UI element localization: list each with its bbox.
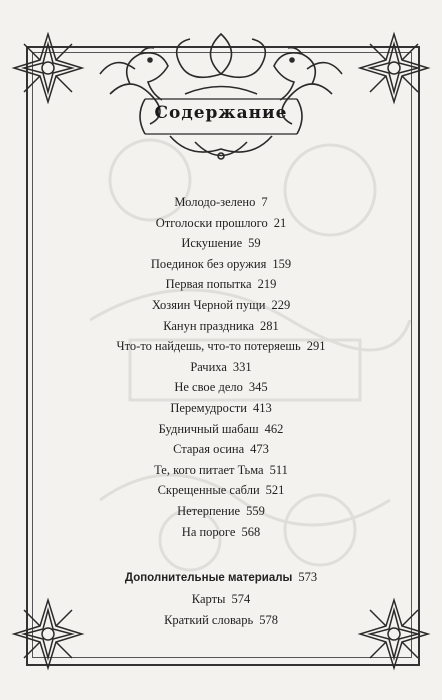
toc-entry[interactable] <box>40 589 402 611</box>
toc-page: 291 <box>306 339 326 354</box>
toc-entry[interactable] <box>40 522 402 543</box>
toc-title: Поединок без оружия <box>150 256 267 271</box>
toc-page: 574 <box>231 591 251 606</box>
toc-entry[interactable] <box>40 357 402 378</box>
toc-page: 7 <box>261 195 268 209</box>
toc-title: Краткий словарь <box>164 613 254 627</box>
toc-page: 331 <box>232 359 252 374</box>
toc-page: 159 <box>272 256 292 271</box>
toc-entry[interactable] <box>40 336 402 357</box>
toc-title: Что-то найдешь, что-то потеряешь <box>116 339 301 354</box>
toc-title: Отголоски прошлого <box>155 215 268 230</box>
toc-page: 462 <box>264 421 284 436</box>
toc-page: 229 <box>271 297 291 312</box>
toc-entry[interactable] <box>40 419 402 440</box>
toc-title: Канун праздника <box>163 318 255 333</box>
toc-page: 21 <box>273 215 287 230</box>
toc-title: На пороге <box>181 524 236 539</box>
toc-title: Скрещенные сабли <box>157 483 260 498</box>
toc-title: Карты <box>191 591 226 606</box>
toc-title: Рачиха <box>190 359 227 374</box>
toc-title: Будничный шабаш <box>158 421 259 436</box>
toc-entry[interactable] <box>40 213 402 234</box>
toc-page: 559 <box>246 503 265 518</box>
toc-title: Старая осина <box>173 442 245 457</box>
toc-title: Первая попытка <box>165 277 252 292</box>
toc-entry[interactable] <box>40 480 402 501</box>
toc-title: Не свое дело <box>174 380 243 395</box>
toc-page: 568 <box>241 524 261 539</box>
toc-title: Нетерпение <box>177 503 241 518</box>
toc-title: Молодо-зелено <box>174 195 256 209</box>
toc-title: Искушение <box>181 236 243 251</box>
toc-entry[interactable] <box>40 501 402 522</box>
toc-page: 521 <box>265 483 285 498</box>
toc-entry[interactable] <box>40 377 402 398</box>
toc-page: 511 <box>269 462 288 477</box>
toc-title: Дополнительные материалы <box>124 572 293 584</box>
toc-entry[interactable] <box>40 233 402 254</box>
extras-list <box>40 567 402 632</box>
toc-page: 473 <box>250 442 269 457</box>
toc-entry[interactable] <box>40 254 402 275</box>
toc-entry[interactable] <box>40 610 402 632</box>
toc-entry[interactable] <box>40 398 402 419</box>
toc-page: 345 <box>248 380 268 395</box>
corner-rosette-icon <box>356 30 432 106</box>
toc-page: 578 <box>259 613 278 627</box>
toc-page: 59 <box>248 236 261 251</box>
toc-entry[interactable] <box>40 192 402 213</box>
corner-rosette-icon <box>10 30 86 106</box>
toc-entry[interactable] <box>40 460 402 481</box>
toc-title: Перемудрости <box>170 400 247 415</box>
toc-title: Хозяин Черной пущи <box>151 297 266 312</box>
page-title: Содержание <box>154 103 288 123</box>
toc-title: Те, кого питает Тьма <box>154 462 264 477</box>
toc-page: 281 <box>260 318 279 333</box>
title-plate <box>150 96 292 130</box>
toc-page: 219 <box>257 277 277 292</box>
toc-entry[interactable] <box>40 274 402 295</box>
toc-page: 413 <box>252 400 272 415</box>
table-of-contents <box>40 192 402 542</box>
toc-entry[interactable] <box>40 295 402 316</box>
toc-entry[interactable] <box>40 439 402 460</box>
toc-entry[interactable] <box>40 316 402 337</box>
toc-entry-extras[interactable] <box>40 567 402 589</box>
toc-page: 573 <box>298 570 318 584</box>
